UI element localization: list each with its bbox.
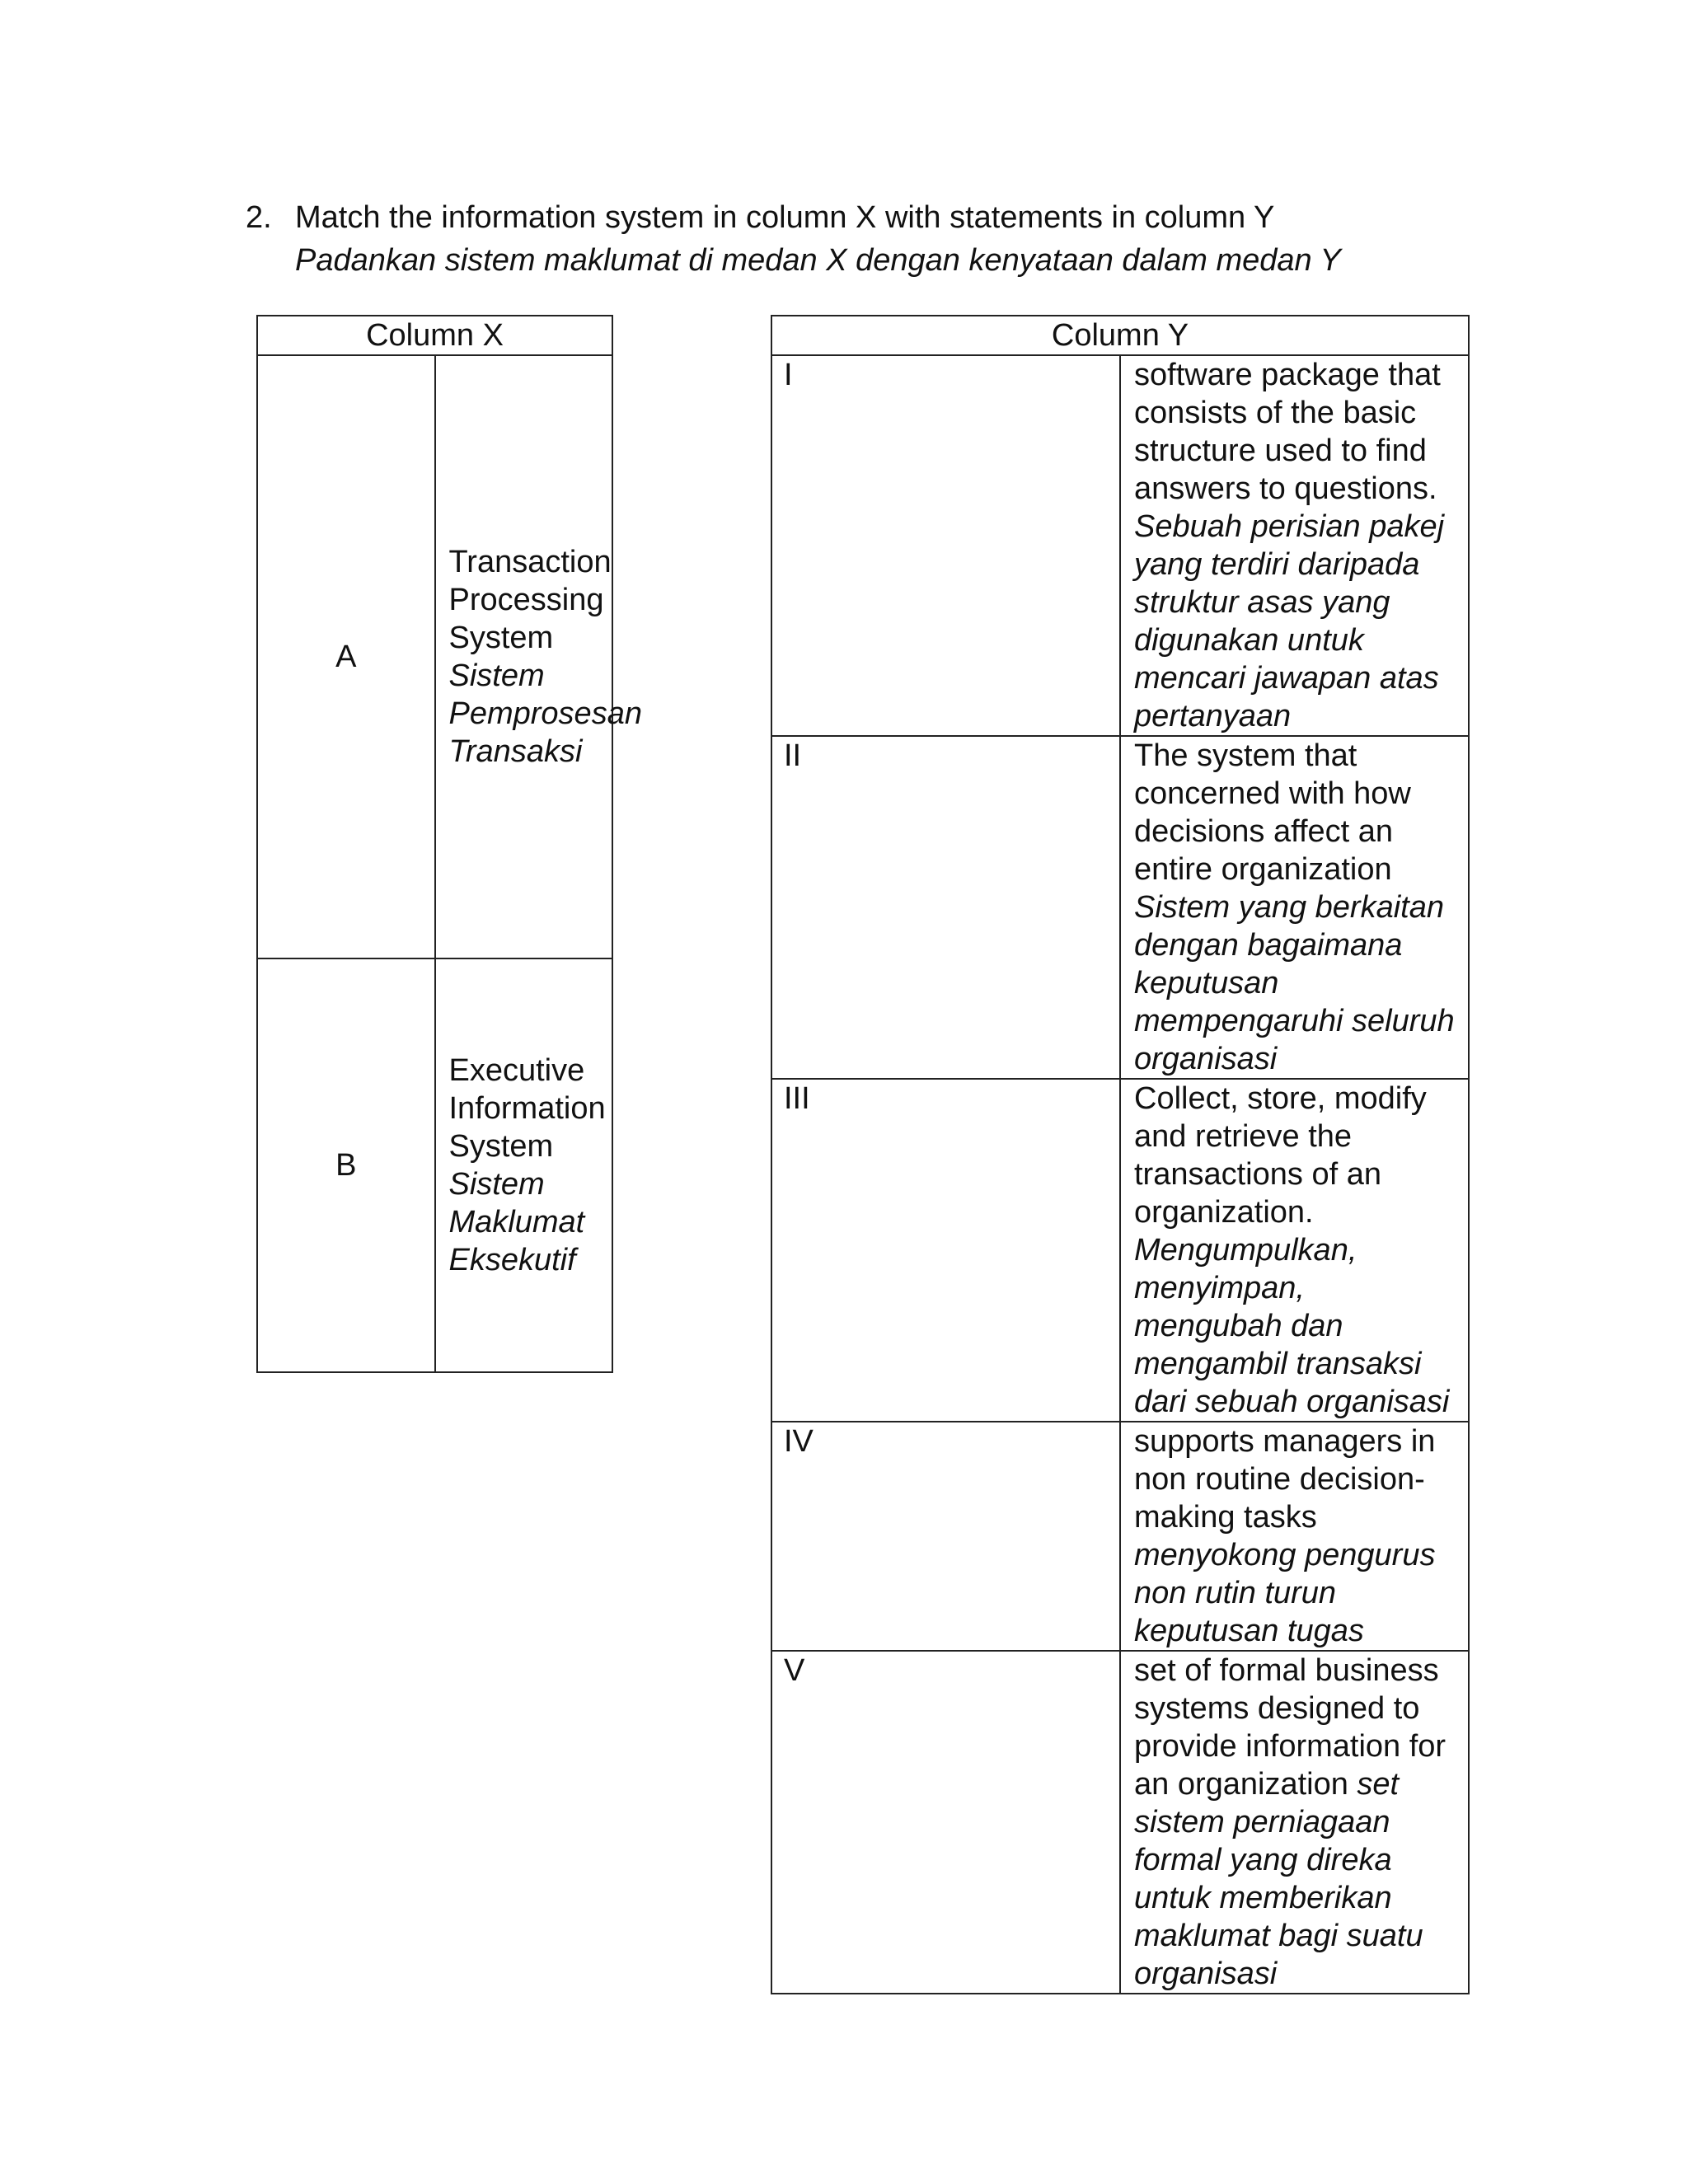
row-numeral: III (771, 1079, 1120, 1422)
statement-cell (1120, 1079, 1469, 1422)
question-number: 2. (246, 200, 272, 235)
table-row (771, 1079, 1469, 1422)
statement-english: set of formal business systems designed to provide information for an organization (1134, 1653, 1447, 1802)
row-numeral: I (771, 355, 1120, 736)
statement-malay: Mengumpulkan, menyimpan, mengubah dan mengambil transaksi dari sebuah organisasi (1134, 1233, 1450, 1419)
column-y-table (771, 315, 1470, 1994)
system-name-malay: Sistem Maklumat Eksekutif (448, 1167, 585, 1277)
statement-cell (1120, 355, 1469, 736)
statement-english: software package that consists of the basic structure used to find answers to questions. (1134, 358, 1441, 506)
column-y-header: Column Y (771, 316, 1469, 355)
table-row (771, 355, 1469, 736)
system-name-cell (435, 958, 613, 1372)
row-numeral: II (771, 736, 1120, 1079)
column-x-table (256, 315, 642, 1373)
row-numeral: V (771, 1651, 1120, 1994)
statement-cell (1120, 1651, 1469, 1994)
statement-malay: menyokong pengurus non rutin turun keputusan tugas (1134, 1538, 1436, 1648)
system-name-malay: Sistem Pemprosesan Transaksi (448, 658, 642, 769)
table-row (771, 1422, 1469, 1651)
statement-cell (1120, 1422, 1469, 1651)
statement-english: The system that concerned with how decisions affect an entire organization (1134, 738, 1411, 887)
instruction-english: Match the information system in column X with statements in column Y (295, 200, 1275, 235)
row-numeral: IV (771, 1422, 1120, 1651)
statement-english: supports managers in non routine decision-making tasks (1134, 1424, 1436, 1535)
system-name-english: Executive Information System (448, 1053, 606, 1164)
statement-english: Collect, store, modify and retrieve the transactions of an organization. (1134, 1081, 1427, 1230)
table-row (257, 355, 612, 958)
row-letter: A (257, 355, 435, 958)
table-row (771, 1651, 1469, 1994)
column-x-header: Column X (257, 316, 612, 355)
row-letter: B (257, 958, 435, 1372)
statement-cell (1120, 736, 1469, 1079)
system-name-english: Transaction Processing System (448, 545, 612, 655)
question-instruction (295, 196, 1341, 282)
statement-malay: Sistem yang berkaitan dengan bagaimana keputusan mempengaruhi seluruh organisasi (1134, 890, 1455, 1076)
table-row (771, 736, 1469, 1079)
system-name-cell (435, 355, 642, 958)
statement-malay: set sistem perniagaan formal yang direka untuk memberikan maklumat bagi suatu organisasi (1134, 1767, 1423, 1991)
statement-malay: Sebuah perisian pakej yang terdiri daripada struktur asas yang digunakan untuk mencari jawapan atas pertanyaan (1134, 509, 1445, 733)
table-row (257, 958, 612, 1372)
instruction-malay: Padankan sistem maklumat di medan X dengan kenyataan dalam medan Y (295, 243, 1341, 278)
